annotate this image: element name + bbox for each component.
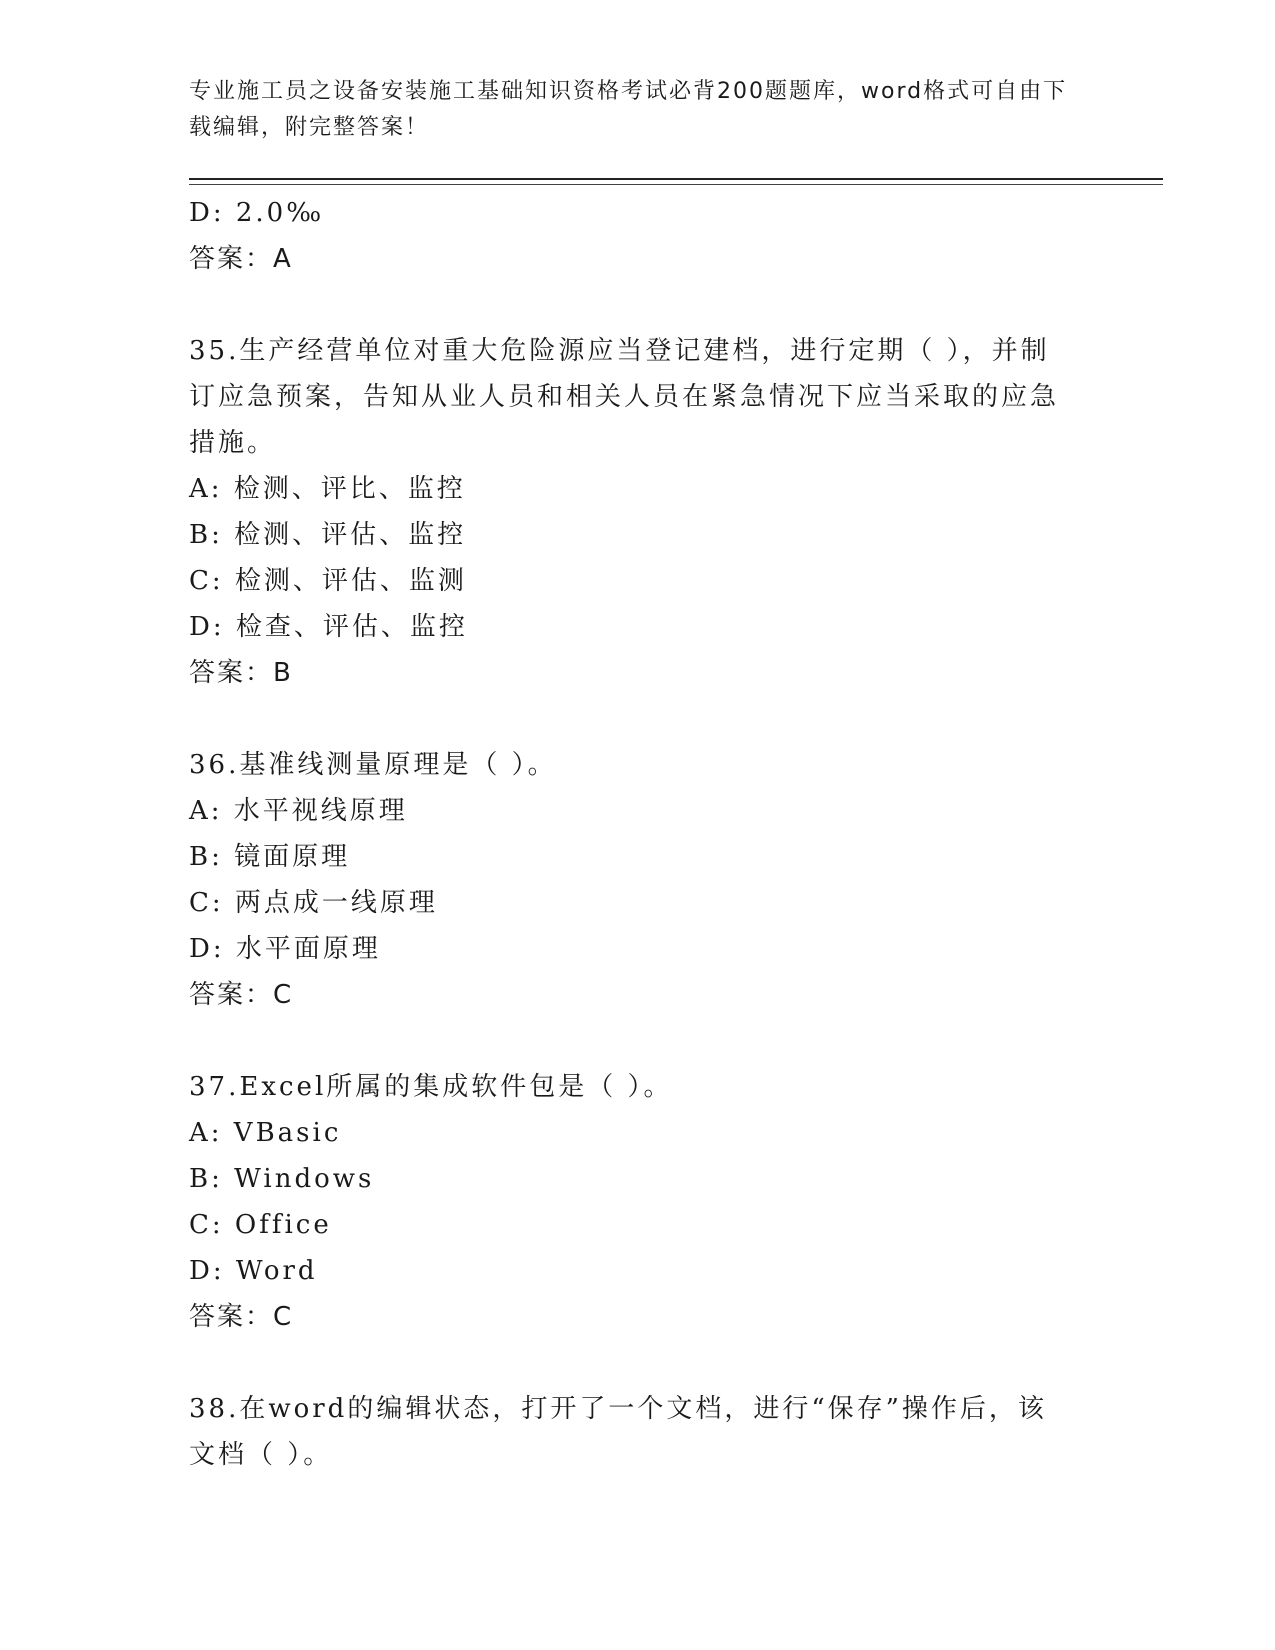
question-35-option-d: D: 检查、评估、监控 <box>189 612 468 642</box>
question-36-option-d: D: 水平面原理 <box>189 934 381 964</box>
prev-answer: 答案：A <box>189 244 293 274</box>
question-35-answer: 答案：B <box>189 658 293 688</box>
question-37-stem: 37.Excel所属的集成软件包是（ ）。 <box>189 1072 673 1102</box>
question-38 <box>189 1386 1069 1478</box>
question-35-stem: 35.生产经营单位对重大危险源应当登记建档，进行定期（ ），并制订应急预案，告知从业人员和相关人员在紧急情况下应当采取的应急措施。 <box>189 336 1060 458</box>
question-content <box>189 190 1069 1478</box>
question-35-option-b: B: 检测、评估、监控 <box>189 520 467 550</box>
spacer <box>189 696 1069 742</box>
prev-option-d: D: 2.0‰ <box>189 198 325 228</box>
question-35-option-a: A: 检测、评比、监控 <box>189 474 466 504</box>
question-36 <box>189 742 1069 1018</box>
question-36-option-b: B: 镜面原理 <box>189 842 351 872</box>
question-35 <box>189 328 1069 696</box>
question-36-option-a: A: 水平视线原理 <box>189 796 408 826</box>
question-37-option-d: D: Word <box>189 1256 318 1286</box>
header-divider-thin <box>189 184 1163 185</box>
question-35-option-c: C: 检测、评估、监测 <box>189 566 467 596</box>
question-36-option-c: C: 两点成一线原理 <box>189 888 438 918</box>
question-38-stem: 38.在word的编辑状态，打开了一个文档，进行“保存”操作后，该文档（ ）。 <box>189 1394 1047 1470</box>
spacer <box>189 1340 1069 1386</box>
question-36-answer: 答案：C <box>189 980 294 1010</box>
question-36-stem: 36.基准线测量原理是（ ）。 <box>189 750 557 780</box>
document-header-title: 专业施工员之设备安装施工基础知识资格考试必背200题题库，word格式可自由下载编辑，附完整答案！ <box>189 79 1068 140</box>
question-37 <box>189 1064 1069 1340</box>
spacer <box>189 1018 1069 1064</box>
question-37-option-b: B: Windows <box>189 1164 375 1194</box>
header-divider-thick <box>189 178 1163 180</box>
spacer <box>189 282 1069 328</box>
question-37-answer: 答案：C <box>189 1302 294 1332</box>
question-37-option-c: C: Office <box>189 1210 332 1240</box>
question-37-option-a: A: VBasic <box>189 1118 342 1148</box>
